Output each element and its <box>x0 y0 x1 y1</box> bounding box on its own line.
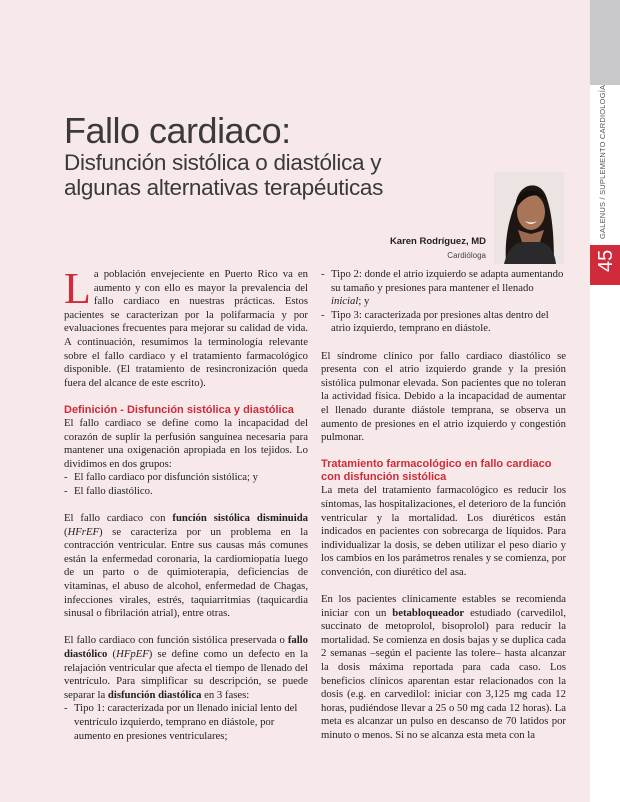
list-item: - El fallo cardiaco por disfunción sistólica; y <box>64 471 259 484</box>
title-main: Fallo cardiaco: <box>64 110 291 151</box>
intro-text: a población envejeciente en Puerto Rico va en aumento y con ello es mayor la prevalencia del fallo cardiaco en nuestras prácticas. Estos pacientes se caracterizan por la polifarmacia y por evaluaciones frecuentes para mejorar su calidad de vida. A continuación, resumimos la terminología relevante sobre el fallo cardiaco y el tratamiento farmacológico disponible. (El tratamiento de resincronización queda fuera del alcance de este escrito). <box>64 268 308 389</box>
list-item: - Tipo 2: donde el atrio izquierdo se adapta aumentando su tamaño y presiones para mantener el llenado inicial; y <box>321 268 564 308</box>
paragraph-sindrome: El síndrome clínico por fallo cardiaco diastólico se presenta con el atrio izquierdo grande y la presión sistólica pulmonar elevada. Son pacientes que no toleran la actividad física. Debido a la incapacidad de aumentar el llenado durante diástole temprana, se observa un aumento de presiones en el atrio izquierdo y congestión pulmonar. <box>321 349 566 444</box>
title-subtitle-line1: Disfunción sistólica o diastólica y <box>64 150 382 175</box>
paragraph-meta: La meta del tratamiento farmacológico es reducir los síntomas, las hospitalizaciones, el deterioro de la función ventricular y la mortalidad. Los diuréticos están indicados en pacientes con sobrecarga de líquidos. Para individualizar la dosis, se deben utilizar el peso diario y los cambios en los parámetros renales y se comienza, por convención, con diurético del asa. <box>321 484 566 578</box>
running-head <box>598 84 614 394</box>
paragraph-hfpef: El fallo cardiaco con función sistólica preservada o fallo diastólico (HFpEF) se define como un defecto en la relajación ventricular que afecta el tiempo de llenado del ventrículo. Para simplificar su descripción, se puede separar la disfunción diastólica en 3 fases: <box>64 634 309 701</box>
drop-cap: L <box>64 264 91 313</box>
page-number: 45 <box>595 249 617 272</box>
paragraph-hfref: El fallo cardiaco con función sistólica disminuida (HFrEF) se caracteriza por un problema en la contracción ventricular. Entre sus causas más comunes están la enfermedad coronaria, la cardiomiopatía luego de un parto o de quimioterapia, deficiencias de vitaminas, el abuso de alcohol, enfermedad de Chagas, infecciones virales, estrés, taquiarritmias (taquicardia sinusal o fibrilación atrial), entre otras. <box>64 512 308 620</box>
title-subtitle-line2: algunas alternativas terapéuticas <box>64 175 384 200</box>
paragraph-definicion: El fallo cardiaco se define como la incapacidad del corazón de suplir la perfusión sanguínea necesaria para mantener una oxigenación apropiada en los tejidos. Lo dividimos en dos grupos: <box>64 416 308 470</box>
paragraph-betabloqueador: En los pacientes clínicamente estables se recomienda iniciar con un betabloqueador estudiado (carvedilol, succinato de metoprolol, bisoprolol) para reducir la mortalidad. Se comienza en dosis bajas y se duplica cada 2 semanas –según el paciente las tolere– hasta alcanzar la dosis máxima reportada para cada caso. Los beneficios clínicos aparentan estar relacionados con la dosis (e.g. en carvedilol: iniciar con 3,125 mg cada 12 horas, pudiéndose llevar a 25 o 50 mg cada 12 horas). La meta es alcanzar un pulso en descanso de 70 latidos por minuto o menos. Si no se alcanza esta meta con la <box>321 593 566 741</box>
article-title <box>64 112 494 200</box>
section-heading-tratamiento: Tratamiento farmacológico en fallo cardiaco con disfunción sistólica <box>321 458 552 484</box>
list-item: - Tipo 3: caracterizada por presiones altas dentro del atrio izquierdo, temprano en diástole. <box>321 308 549 335</box>
text-column-left <box>64 264 309 743</box>
author-name: Karen Rodríguez, MD <box>389 236 486 247</box>
intro-paragraph <box>64 264 308 390</box>
author-role: Cardióloga <box>447 251 486 260</box>
running-head-text: GALENUS / SUPLEMENTO CARDIOLOGÍA <box>598 84 607 239</box>
sidebar-top-block <box>590 0 620 85</box>
list-item: - Tipo 1: caracterizada por un llenado inicial lento del ventrículo izquierdo, temprano en diástole, por aumento en presiones ventriculares; <box>64 702 298 742</box>
list-item: - El fallo diastólico. <box>64 484 153 497</box>
author-photo <box>494 172 564 264</box>
text-column-right <box>321 268 566 743</box>
section-heading-definicion: Definición - Disfunción sistólica y diastólica <box>64 403 294 416</box>
